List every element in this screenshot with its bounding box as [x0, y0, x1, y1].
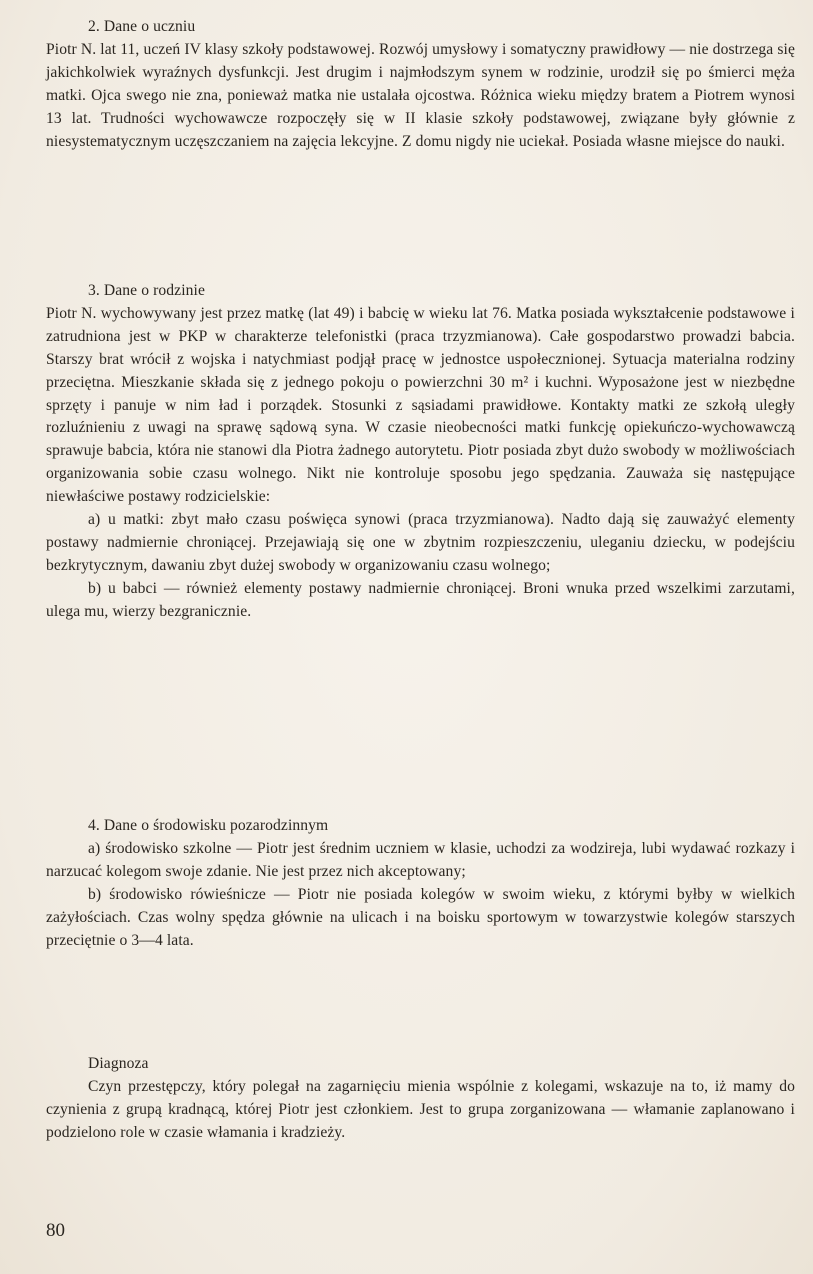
- page-number: 80: [46, 1220, 65, 1241]
- section-heading-student: 2. Dane o uczniu: [88, 18, 196, 35]
- section-diagnosis: [46, 1053, 795, 1145]
- paragraph-family-mother: a) u matki: zbyt mało czasu poświęca synowi (praca trzyzmianowa). Nadto dają się zauważyć elementy postawy nadmiernie chroniącej. Przejawiają się one w zbytnim rozpieszczeniu, uleganiu dziecku, w podejściu bezkrytycznym, dawaniu zbyt dużej swobody w organizowaniu czasu wolnego;: [46, 511, 795, 574]
- section-student: [46, 16, 795, 153]
- section-heading-family: 3. Dane o rodzinie: [88, 282, 205, 299]
- paragraph-peer-environment: b) środowisko rówieśnicze — Piotr nie posiada kolegów w swoim wieku, z którymi byłby w wielkich zażyłościach. Czas wolny spędza głównie na ulicach i na boisku sportowym w towarzystwie kolegów starszych przeciętnie o 3—4 lata.: [46, 885, 795, 949]
- section-heading-environment: 4. Dane o środowisku pozarodzinnym: [88, 817, 329, 834]
- section-heading-diagnosis: Diagnoza: [88, 1055, 149, 1072]
- paragraph-diagnosis: Czyn przestępczy, który polegał na zagarnięciu mienia wspólnie z kolegami, wskazuje na to, iż mamy do czynienia z grupą kradnącą, której Piotr jest członkiem. Jest to grupa zorganizowana — włamanie zaplanowano i podzielono role w czasie włamania i kradzieży.: [46, 1077, 795, 1141]
- paragraph-school-environment: a) środowisko szkolne — Piotr jest średnim uczniem w klasie, uchodzi za wodzireja, lubi wydawać rozkazy i narzucać kolegom swoje zdanie. Nie jest przez nich akceptowany;: [46, 839, 795, 880]
- paragraph-family: Piotr N. wychowywany jest przez matkę (lat 49) i babcię w wieku lat 76. Matka posiada wykształcenie podstawowe i zatrudniona jest w PKP w charakterze telefonistki (praca trzyzmianowa). Całe gospodarstwo prowadzi babcia. Starszy brat wrócił z wojska i natychmiast podjął pracę w jednostce uspołecznionej. Sytuacja materialna rodziny przeciętna. Mieszkanie składa się z jednego pokoju o powierzchni 30 m² i kuchni. Wyposażone jest w niezbędne sprzęty i panuje w nim ład i porządek. Stosunki z sąsiadami prawidłowe. Kontakty matki ze szkołą uległy rozluźnieniu z uwagi na sprawę sądową syna. W czasie nieobecności matki funkcję opiekuńczo-wychowawczą sprawuje babcia, która nie stanowi dla Piotra żadnego autorytetu. Piotr posiada zbyt dużo swobody w możliwościach organizowania sobie czasu wolnego. Nikt nie kontroluje sposobu jego spędzania. Zauważa się następujące niewłaściwe postawy rodzicielskie:: [46, 304, 795, 506]
- section-environment: [46, 815, 795, 952]
- paragraph-student: Piotr N. lat 11, uczeń IV klasy szkoły podstawowej. Rozwój umysłowy i somatyczny prawidłowy — nie dostrzega się jakichkolwiek wyraźnych dysfunkcji. Jest drugim i najmłodszym synem w rodzinie, urodził się po śmierci męża matki. Ojca swego nie zna, ponieważ matka nie ustalała ojcostwa. Różnica wieku między bratem a Piotrem wynosi 13 lat. Trudności wychowawcze rozpoczęły się w II klasie szkoły podstawowej, związane były głównie z niesystematycznym uczęszczaniem na zajęcia lekcyjne. Z domu nigdy nie uciekał. Posiada własne miejsce do nauki.: [46, 40, 795, 150]
- paragraph-family-grandmother: b) u babci — również elementy postawy nadmiernie chroniącej. Broni wnuka przed wszelkimi zarzutami, ulega mu, wierzy bezgranicznie.: [46, 579, 795, 620]
- section-family: [46, 280, 795, 624]
